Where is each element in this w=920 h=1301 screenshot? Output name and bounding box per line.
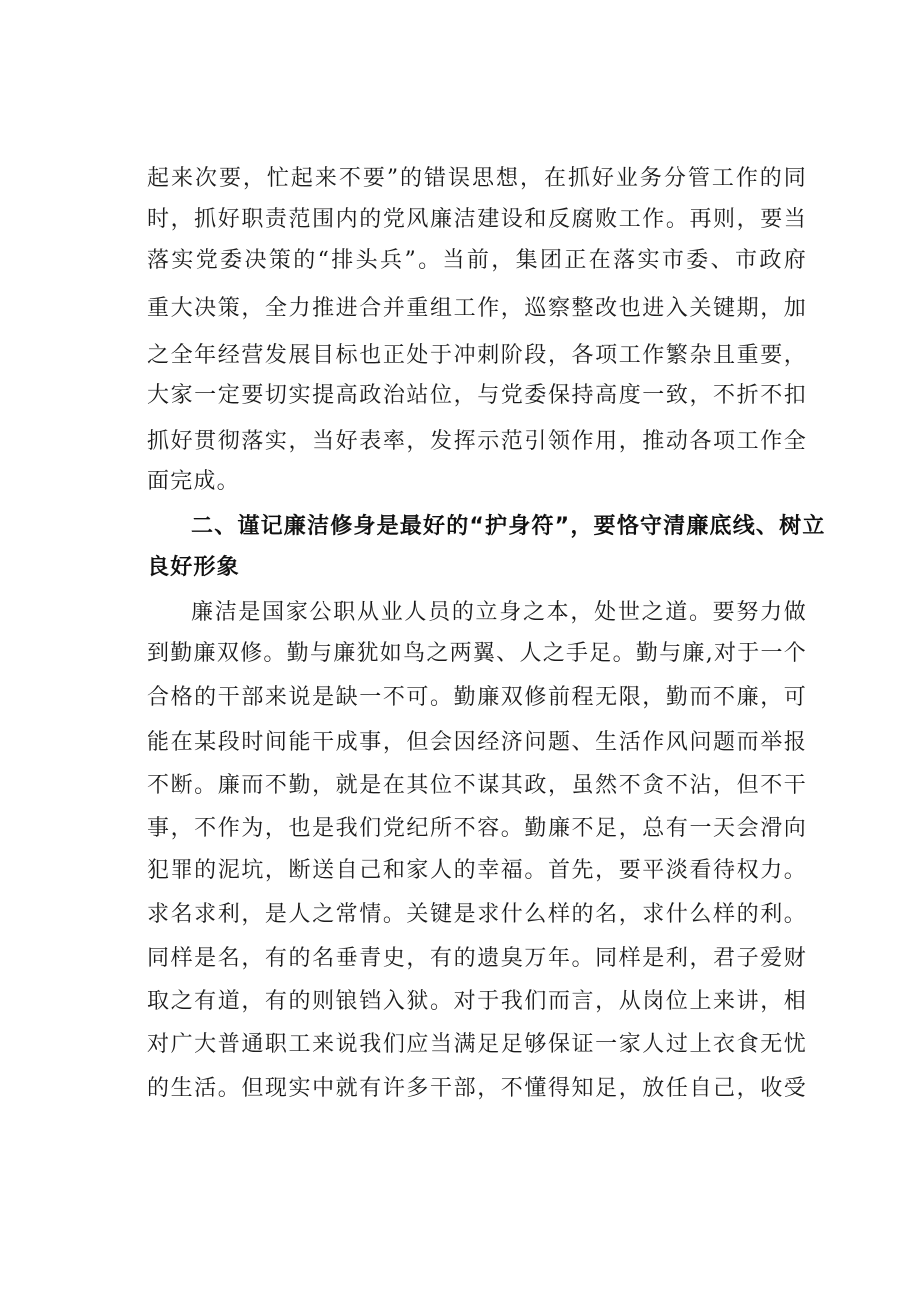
paragraph-2-line: 同样是名，有的名垂青史，有的遗臭万年。同样是利，君子爱财 xyxy=(147,946,807,971)
paragraph-2-line: 事，不作为，也是我们党纪所不容。勤廉不足，总有一天会滑向 xyxy=(147,816,807,841)
paragraph-1-line: 之全年经营发展目标也正处于冲刺阶段，各项工作繁杂且重要， xyxy=(147,343,807,368)
paragraph-1-line: 大家一定要切实提高政治站位，与党委保持高度一致，不折不扣 xyxy=(147,383,807,408)
paragraph-2-line: 取之有道，有的则锒铛入狱。对于我们而言，从岗位上来讲，相 xyxy=(147,989,807,1014)
paragraph-1-line: 起来次要，忙起来不要”的错误思想，在抓好业务分管工作的同 xyxy=(147,166,807,191)
paragraph-2-line: 求名求利，是人之常情。关键是求什么样的名，求什么样的利。 xyxy=(147,902,807,927)
paragraph-2-line: 对广大普通职工来说我们应当满足足够保证一家人过上衣食无忧 xyxy=(147,1032,807,1057)
paragraph-2-line: 的生活。但现实中就有许多干部，不懂得知足，放任自己，收受 xyxy=(147,1076,807,1101)
paragraph-2-line: 到勤廉双修。勤与廉犹如鸟之两翼、人之手足。勤与廉,对于一个 xyxy=(147,641,807,666)
section-heading-line: 良好形象 xyxy=(147,555,240,580)
paragraph-1-line: 抓好贯彻落实，当好表率，发挥示范引领作用，推动各项工作全 xyxy=(147,429,807,454)
paragraph-2-line: 不断。廉而不勤，就是在其位不谋其政，虽然不贪不沾，但不干 xyxy=(147,773,807,798)
paragraph-1-line: 重大决策，全力推进合并重组工作，巡察整改也进入关键期，加 xyxy=(147,296,807,321)
paragraph-1-line: 落实党委决策的“排头兵”。当前，集团正在落实市委、市政府 xyxy=(147,248,807,273)
paragraph-2-line: 能在某段时间能干成事，但会因经济问题、生活作风问题而举报 xyxy=(147,730,807,755)
paragraph-2-line: 合格的干部来说是缺一不可。勤廉双修前程无限，勤而不廉，可 xyxy=(147,685,807,710)
paragraph-2-line: 犯罪的泥坑，断送自己和家人的幸福。首先，要平淡看待权力。 xyxy=(147,858,807,883)
section-heading-line: 二、谨记廉洁修身是最好的“护身符”，要恪守清廉底线、树立 xyxy=(191,514,826,539)
paragraph-1-line: 面完成。 xyxy=(147,469,240,494)
paragraph-2-line: 廉洁是国家公职从业人员的立身之本，处世之道。要努力做 xyxy=(191,600,807,625)
paragraph-1-line: 时，抓好职责范围内的党风廉洁建设和反腐败工作。再则，要当 xyxy=(147,207,807,232)
